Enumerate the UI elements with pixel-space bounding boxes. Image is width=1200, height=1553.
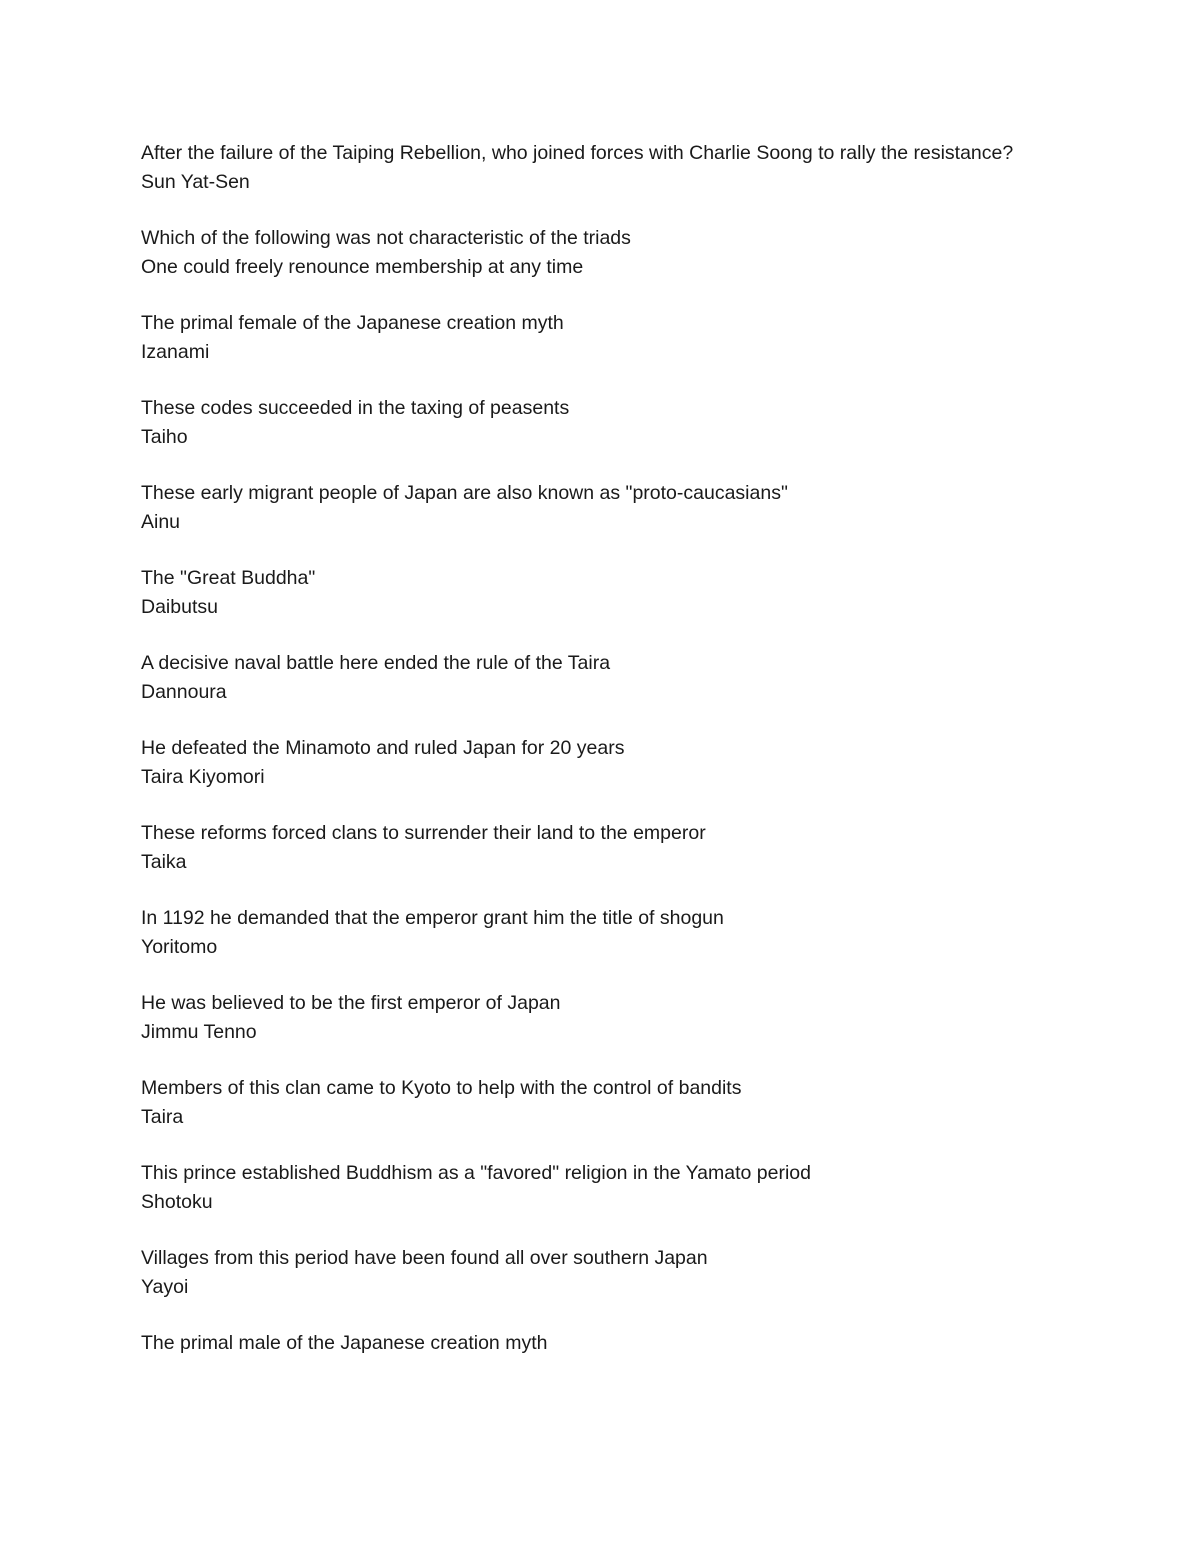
answer-text: One could freely renounce membership at any time: [141, 256, 584, 278]
answer-text: Taika: [141, 851, 187, 873]
qa-item: [141, 224, 1041, 282]
question-text: The primal female of the Japanese creation myth: [141, 312, 564, 334]
qa-item: [141, 479, 1041, 537]
answer-text: Taira Kiyomori: [141, 766, 265, 788]
qa-item: [141, 139, 1041, 197]
qa-item: [141, 1074, 1041, 1132]
qa-item: [141, 819, 1041, 877]
question-text: This prince established Buddhism as a "favored" religion in the Yamato period: [141, 1162, 811, 1184]
answer-text: Sun Yat-Sen: [141, 171, 250, 193]
question-text: In 1192 he demanded that the emperor grant him the title of shogun: [141, 907, 724, 929]
answer-text: Daibutsu: [141, 596, 218, 618]
question-text: The primal male of the Japanese creation myth: [141, 1332, 548, 1354]
answer-text: Jimmu Tenno: [141, 1021, 257, 1043]
qa-item: [141, 649, 1041, 707]
document-page: [141, 139, 1041, 1385]
answer-text: Shotoku: [141, 1191, 213, 1213]
answer-text: Taiho: [141, 426, 188, 448]
qa-item: [141, 394, 1041, 452]
question-text: He was believed to be the first emperor of Japan: [141, 992, 561, 1014]
question-text: Villages from this period have been found all over southern Japan: [141, 1247, 708, 1269]
qa-item: [141, 309, 1041, 367]
qa-item: [141, 1329, 1041, 1358]
qa-item: [141, 1159, 1041, 1217]
answer-text: Yoritomo: [141, 936, 218, 958]
question-text: He defeated the Minamoto and ruled Japan for 20 years: [141, 737, 625, 759]
qa-item: [141, 1244, 1041, 1302]
question-text: The "Great Buddha": [141, 567, 316, 589]
answer-text: Ainu: [141, 511, 181, 533]
qa-item: [141, 734, 1041, 792]
answer-text: Dannoura: [141, 681, 227, 703]
question-text: After the failure of the Taiping Rebellion, who joined forces with Charlie Soong to rally the resistance?: [141, 142, 1014, 164]
question-text: Which of the following was not characteristic of the triads: [141, 227, 631, 249]
answer-text: Izanami: [141, 341, 210, 363]
answer-text: Yayoi: [141, 1276, 189, 1298]
question-text: These codes succeeded in the taxing of peasents: [141, 397, 570, 419]
qa-item: [141, 904, 1041, 962]
qa-item: [141, 989, 1041, 1047]
question-text: A decisive naval battle here ended the rule of the Taira: [141, 652, 611, 674]
qa-item: [141, 564, 1041, 622]
question-text: These early migrant people of Japan are also known as "proto-caucasians": [141, 482, 788, 504]
question-text: These reforms forced clans to surrender their land to the emperor: [141, 822, 706, 844]
answer-text: Taira: [141, 1106, 184, 1128]
question-text: Members of this clan came to Kyoto to help with the control of bandits: [141, 1077, 742, 1099]
